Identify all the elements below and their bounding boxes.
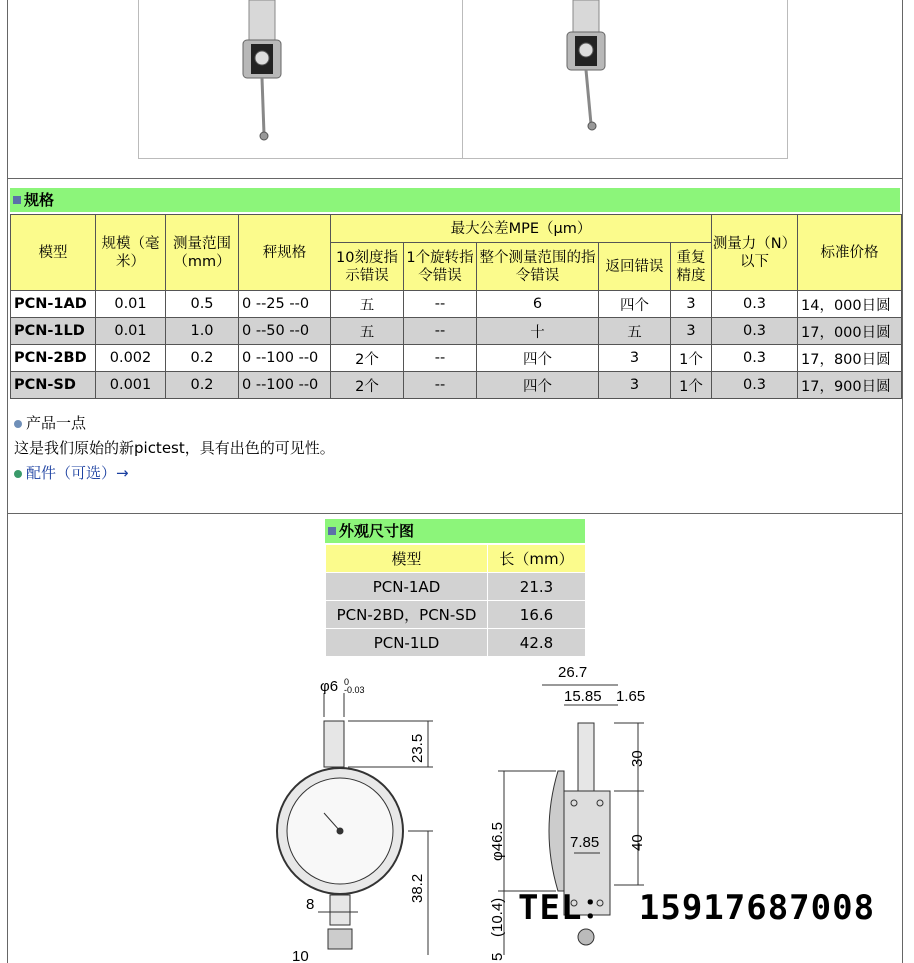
- cell-e10: 2个: [331, 372, 404, 399]
- dim-stem-dia: φ6: [320, 678, 339, 695]
- photo-divider: [462, 0, 463, 158]
- product-point-heading: [14, 412, 86, 433]
- cell-dial: 0 --25 --0: [239, 291, 331, 318]
- dimension-table: [325, 544, 586, 657]
- dim-stem-tol-upper: 0: [344, 677, 350, 687]
- cell-rep: 1个: [671, 345, 712, 372]
- cell-e1rev: --: [404, 345, 477, 372]
- bullet-dot-icon: [14, 420, 22, 428]
- cell-price: 17，000日圆: [798, 318, 902, 345]
- cell-hyst: 3: [599, 372, 671, 399]
- header-range: 测量范围（mm）: [166, 215, 239, 291]
- cell-range: 0.5: [166, 291, 239, 318]
- dim-cell-length: 42.8: [488, 629, 586, 657]
- cell-force: 0.3: [712, 345, 798, 372]
- dim-header-length: 长（mm）: [488, 545, 586, 573]
- dim-cell-model: PCN-2BD，PCN-SD: [326, 601, 488, 629]
- cell-force: 0.3: [712, 372, 798, 399]
- cell-hyst: 3: [599, 345, 671, 372]
- product-photo-box: [138, 0, 788, 159]
- dim-offset: 7.85: [570, 834, 600, 851]
- cell-hyst: 四个: [599, 291, 671, 318]
- page-frame: [7, 0, 903, 963]
- cell-price: 17，800日圆: [798, 345, 902, 372]
- table-row: [11, 318, 902, 345]
- cell-price: 14，000日圆: [798, 291, 902, 318]
- cell-rep: 3: [671, 291, 712, 318]
- indicator-photo-right: [563, 0, 609, 145]
- front-view: [277, 677, 433, 963]
- header-model: 模型: [11, 215, 96, 291]
- dim-stem-len: 23.5: [409, 733, 426, 763]
- cell-scale: 0.002: [96, 345, 166, 372]
- dim-cell-length: 16.6: [488, 601, 586, 629]
- cell-model: PCN-SD: [11, 372, 96, 399]
- table-row: [326, 573, 586, 601]
- spec-section-header: [10, 188, 900, 212]
- header-mpe-full: 整个测量范围的指令错误: [477, 243, 599, 291]
- cell-price: 17，900日圆: [798, 372, 902, 399]
- table-row: [11, 291, 902, 318]
- table-row: [326, 629, 586, 657]
- dim-w10: 10: [292, 948, 309, 963]
- dim-side-w2: 1.65: [616, 688, 646, 705]
- cell-rep: 3: [671, 318, 712, 345]
- cell-e1rev: --: [404, 372, 477, 399]
- dim-stem-tol: -0.03: [344, 685, 365, 695]
- cell-efull: 6: [477, 291, 599, 318]
- cell-force: 0.3: [712, 291, 798, 318]
- header-repeatability: 重复精度: [671, 243, 712, 291]
- cell-range: 0.2: [166, 372, 239, 399]
- dim-cell-length: 21.3: [488, 573, 586, 601]
- dim-h5: 5: [489, 952, 506, 961]
- header-price: 标准价格: [798, 215, 902, 291]
- header-mpe: 最大公差MPE（μm）: [331, 215, 712, 243]
- dim-cell-model: PCN-1AD: [326, 573, 488, 601]
- header-dial: 秤规格: [239, 215, 331, 291]
- divider-line: [8, 513, 902, 514]
- square-bullet-icon: [13, 196, 21, 204]
- cell-scale: 0.01: [96, 291, 166, 318]
- divider-line: [8, 178, 902, 179]
- cell-dial: 0 --100 --0: [239, 345, 331, 372]
- cell-model: PCN-1LD: [11, 318, 96, 345]
- cell-range: 1.0: [166, 318, 239, 345]
- dim-h104: (10.4): [489, 897, 506, 937]
- header-mpe-10div: 10刻度指示错误: [331, 243, 404, 291]
- accessories-link[interactable]: 配件（可选）→: [26, 464, 129, 482]
- indicator-photo-left: [239, 0, 285, 145]
- table-row: [326, 601, 586, 629]
- cell-efull: 四个: [477, 372, 599, 399]
- cell-e1rev: --: [404, 291, 477, 318]
- cell-e10: 五: [331, 318, 404, 345]
- cell-force: 0.3: [712, 318, 798, 345]
- cell-model: PCN-2BD: [11, 345, 96, 372]
- dimension-section-header: [325, 519, 585, 543]
- header-force: 测量力（N）以下: [712, 215, 798, 291]
- header-scale: 规模（毫米）: [96, 215, 166, 291]
- accessories-row: [14, 462, 129, 483]
- cell-dial: 0 --100 --0: [239, 372, 331, 399]
- spec-table: [10, 214, 902, 399]
- cell-range: 0.2: [166, 345, 239, 372]
- cell-hyst: 五: [599, 318, 671, 345]
- dim-side-w: 26.7: [558, 664, 588, 681]
- cell-dial: 0 --50 --0: [239, 318, 331, 345]
- header-hysteresis: 返回错误: [599, 243, 671, 291]
- dim-dial-dia: φ46.5: [489, 822, 506, 861]
- product-point-title: 产品一点: [26, 414, 87, 432]
- header-mpe-1rev: 1个旋转指令错误: [404, 243, 477, 291]
- dim-side-w1: 15.85: [564, 688, 602, 705]
- dim-w8: 8: [306, 896, 315, 913]
- cell-scale: 0.01: [96, 318, 166, 345]
- cell-e10: 2个: [331, 345, 404, 372]
- table-row: [11, 372, 902, 399]
- cell-e10: 五: [331, 291, 404, 318]
- dim-cell-model: PCN-1LD: [326, 629, 488, 657]
- dimension-section-title: 外观尺寸图: [339, 522, 415, 540]
- cell-e1rev: --: [404, 318, 477, 345]
- cell-scale: 0.001: [96, 372, 166, 399]
- telephone-watermark: TEL： 15917687008: [518, 888, 876, 928]
- square-bullet-icon: [328, 527, 336, 535]
- dim-lower-len: 38.2: [409, 873, 426, 903]
- bullet-dot-icon: [14, 470, 22, 478]
- cell-rep: 1个: [671, 372, 712, 399]
- dim-header-model: 模型: [326, 545, 488, 573]
- cell-efull: 四个: [477, 345, 599, 372]
- cell-efull: 十: [477, 318, 599, 345]
- dim-side-h30: 30: [629, 750, 646, 767]
- product-point-text: 这是我们原始的新pictest，具有出色的可见性。: [14, 439, 335, 457]
- table-row: [11, 345, 902, 372]
- dim-side-h40: 40: [629, 834, 646, 851]
- spec-section-title: 规格: [24, 191, 55, 209]
- cell-model: PCN-1AD: [11, 291, 96, 318]
